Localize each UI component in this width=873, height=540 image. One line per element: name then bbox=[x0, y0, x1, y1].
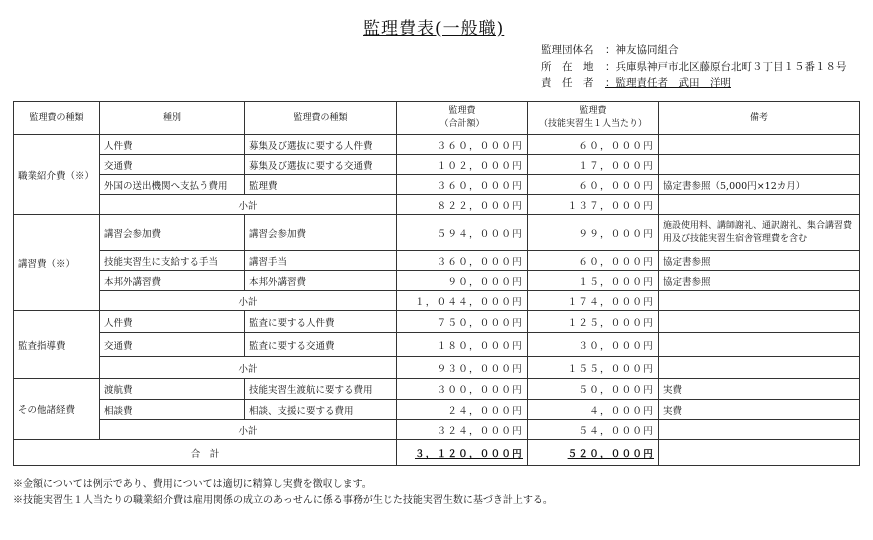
type-cell: 本邦外講習費 bbox=[100, 271, 245, 291]
org-name-label: 監理団体名 bbox=[541, 44, 594, 56]
total-label: 合 計 bbox=[14, 440, 397, 466]
remarks-cell bbox=[659, 333, 860, 357]
total-amount: ３，１２０，０００円 bbox=[397, 440, 528, 466]
per-trainee-cell: ５０，０００円 bbox=[528, 379, 659, 400]
subtotal-amount: ３２４，０００円 bbox=[397, 420, 528, 440]
header-row bbox=[14, 102, 860, 135]
amount-cell: １０２，０００円 bbox=[397, 155, 528, 175]
kind-cell: 監査に要する交通費 bbox=[245, 333, 397, 357]
kind-cell: 技能実習生渡航に要する費用 bbox=[245, 379, 397, 400]
remarks-cell bbox=[659, 195, 860, 215]
org-address-row: 所 在 地 ：兵庫県神戸市北区藤原台北町３丁目１５番１８号 bbox=[541, 59, 847, 76]
amount-cell: １８０，０００円 bbox=[397, 333, 528, 357]
per-trainee-cell: ４，０００円 bbox=[528, 400, 659, 420]
footnote: ※金額については例示であり、費用については適切に精算し実費を徴収します。 bbox=[13, 479, 372, 490]
subtotal-label: 小計 bbox=[100, 195, 397, 215]
subtotal-label: 小計 bbox=[100, 357, 397, 379]
kind-cell: 監査に要する人件費 bbox=[245, 311, 397, 333]
per-trainee-cell: １５，０００円 bbox=[528, 271, 659, 291]
per-trainee-cell: １７，０００円 bbox=[528, 155, 659, 175]
table-row bbox=[14, 135, 860, 155]
amount-cell: ３６０，０００円 bbox=[397, 251, 528, 271]
group-name: 職業紹介費（※） bbox=[14, 135, 100, 215]
kind-cell: 募集及び選抜に要する交通費 bbox=[245, 155, 397, 175]
subtotal-amount: ９３０，０００円 bbox=[397, 357, 528, 379]
footnotes bbox=[13, 477, 553, 509]
kind-cell: 講習手当 bbox=[245, 251, 397, 271]
table-row bbox=[14, 271, 860, 291]
table-row bbox=[14, 251, 860, 271]
type-cell: 外国の送出機関へ支払う費用 bbox=[100, 175, 245, 195]
org-address: 兵庫県神戸市北区藤原台北町３丁目１５番１８号 bbox=[615, 60, 847, 73]
subtotal-label: 小計 bbox=[100, 291, 397, 311]
amount-cell: ５９４，０００円 bbox=[397, 215, 528, 251]
amount-cell: ３６０，０００円 bbox=[397, 135, 528, 155]
header-remarks: 備考 bbox=[659, 102, 860, 135]
kind-cell: 相談、支援に要する費用 bbox=[245, 400, 397, 420]
remarks-cell bbox=[659, 291, 860, 311]
remarks-cell bbox=[659, 155, 860, 175]
remarks-cell bbox=[659, 357, 860, 379]
remarks-cell: 実費 bbox=[659, 400, 860, 420]
subtotal-per-trainee: １３７，０００円 bbox=[528, 195, 659, 215]
total-row bbox=[14, 440, 860, 466]
subtotal-row bbox=[14, 357, 860, 379]
kind-cell: 監理費 bbox=[245, 175, 397, 195]
type-cell: 交通費 bbox=[100, 155, 245, 175]
amount-cell: ２４，０００円 bbox=[397, 400, 528, 420]
amount-cell: ３００，０００円 bbox=[397, 379, 528, 400]
header-amount bbox=[397, 102, 528, 135]
remarks-cell bbox=[659, 420, 860, 440]
subtotal-row bbox=[14, 420, 860, 440]
kind-cell: 本邦外講習費 bbox=[245, 271, 397, 291]
organization-info bbox=[541, 42, 847, 92]
remarks-cell: 協定書参照 bbox=[659, 251, 860, 271]
per-trainee-cell: ６０，０００円 bbox=[528, 175, 659, 195]
type-cell: 技能実習生に支給する手当 bbox=[100, 251, 245, 271]
remarks-cell bbox=[659, 135, 860, 155]
table-row bbox=[14, 379, 860, 400]
header-per-line2: （技能実習生１人当たり） bbox=[538, 119, 647, 129]
remarks-cell: 協定書参照（5,000円×12カ月） bbox=[659, 175, 860, 195]
header-amount-line1: 監理費 bbox=[448, 106, 476, 116]
header-kind: 監理費の種類 bbox=[245, 102, 397, 135]
type-cell: 人件費 bbox=[100, 311, 245, 333]
kind-cell: 講習会参加費 bbox=[245, 215, 397, 251]
table-row bbox=[14, 215, 860, 251]
remarks-cell bbox=[659, 440, 860, 466]
table-row bbox=[14, 400, 860, 420]
subtotal-amount: ８２２，０００円 bbox=[397, 195, 528, 215]
subtotal-per-trainee: １７４，０００円 bbox=[528, 291, 659, 311]
group-name: 講習費（※） bbox=[14, 215, 100, 311]
subtotal-per-trainee: ５４，０００円 bbox=[528, 420, 659, 440]
amount-cell: ３６０，０００円 bbox=[397, 175, 528, 195]
kind-cell: 募集及び選抜に要する人件費 bbox=[245, 135, 397, 155]
header-amount-line2: （合計額） bbox=[439, 119, 485, 129]
header-type: 種別 bbox=[100, 102, 245, 135]
header-per-trainee bbox=[528, 102, 659, 135]
org-responsible-row: 責 任 者 ：監理責任者 武田 洋明 bbox=[541, 75, 847, 92]
remarks-cell: 協定書参照 bbox=[659, 271, 860, 291]
per-trainee-cell: ６０，０００円 bbox=[528, 251, 659, 271]
subtotal-row bbox=[14, 291, 860, 311]
org-responsible-label: 責 任 者 bbox=[541, 77, 594, 89]
amount-cell: ７５０，０００円 bbox=[397, 311, 528, 333]
table-row bbox=[14, 155, 860, 175]
subtotal-label: 小計 bbox=[100, 420, 397, 440]
per-trainee-cell: ３０，０００円 bbox=[528, 333, 659, 357]
header-per-line1: 監理費 bbox=[579, 106, 607, 116]
fee-table bbox=[13, 101, 860, 466]
remarks-cell: 実費 bbox=[659, 379, 860, 400]
footnote: ※技能実習生１人当たりの職業紹介費は雇用関係の成立のあっせんに係る事務が生じた技能実習生数に基づき計上する。 bbox=[13, 495, 553, 506]
table-row bbox=[14, 311, 860, 333]
header-category: 監理費の種類 bbox=[14, 102, 100, 135]
subtotal-amount: １，０４４，０００円 bbox=[397, 291, 528, 311]
table-row bbox=[14, 333, 860, 357]
org-address-label: 所 在 地 bbox=[541, 60, 594, 73]
org-name-row: 監理団体名 ：神友協同組合 bbox=[541, 42, 847, 59]
subtotal-per-trainee: １５５，０００円 bbox=[528, 357, 659, 379]
group-name: その他諸経費 bbox=[14, 379, 100, 440]
type-cell: 相談費 bbox=[100, 400, 245, 420]
type-cell: 講習会参加費 bbox=[100, 215, 245, 251]
type-cell: 交通費 bbox=[100, 333, 245, 357]
org-name: 神友協同組合 bbox=[615, 44, 679, 56]
org-responsible: 監理責任者 武田 洋明 bbox=[615, 77, 731, 89]
page-title: 監理費表(一般職) bbox=[363, 19, 505, 39]
total-per-trainee: ５２０，０００円 bbox=[528, 440, 659, 466]
type-cell: 人件費 bbox=[100, 135, 245, 155]
subtotal-row bbox=[14, 195, 860, 215]
remarks-cell bbox=[659, 311, 860, 333]
per-trainee-cell: ９９，０００円 bbox=[528, 215, 659, 251]
table-row bbox=[14, 175, 860, 195]
remarks-cell: 施設使用料、講師謝礼、通訳謝礼、集合講習費用及び技能実習生宿舎管理費を含む bbox=[659, 215, 860, 251]
type-cell: 渡航費 bbox=[100, 379, 245, 400]
per-trainee-cell: １２５，０００円 bbox=[528, 311, 659, 333]
per-trainee-cell: ６０，０００円 bbox=[528, 135, 659, 155]
amount-cell: ９０，０００円 bbox=[397, 271, 528, 291]
group-name: 監査指導費 bbox=[14, 311, 100, 379]
